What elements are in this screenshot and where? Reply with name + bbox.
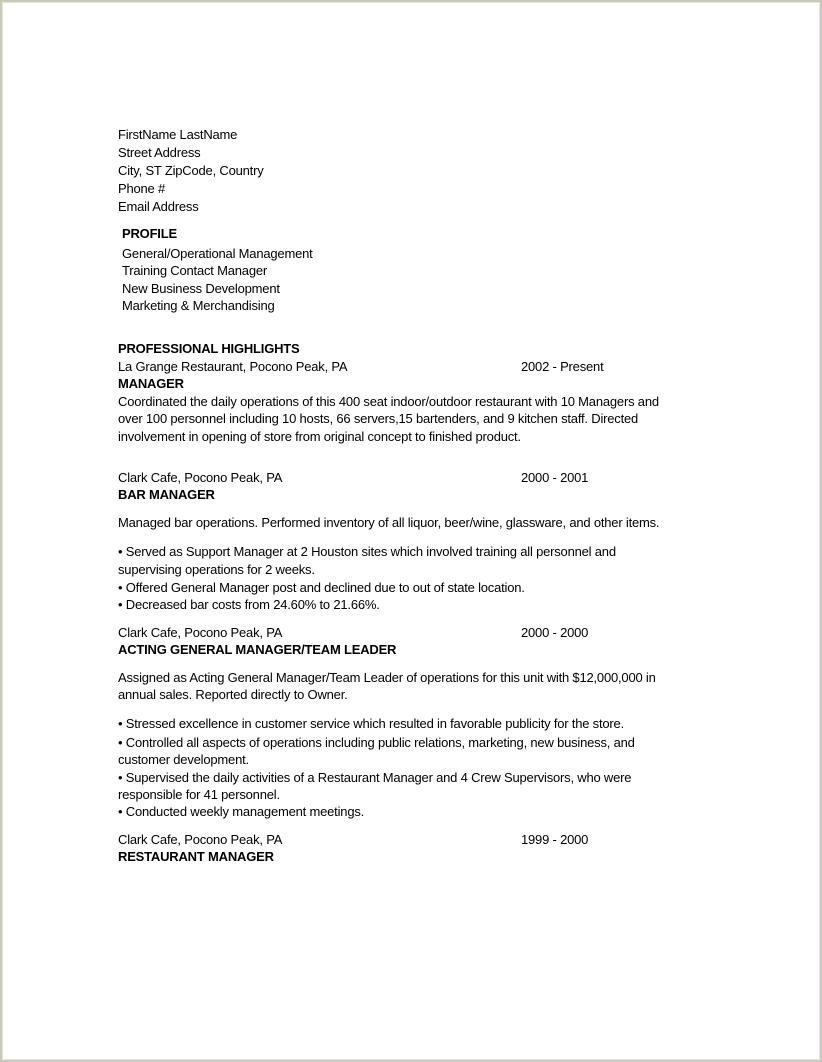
profile-item: Training Contact Manager xyxy=(122,263,268,278)
job-bullet-line: • Stressed excellence in customer service which resulted in favorable publicity for the store. xyxy=(118,716,624,731)
job-dates: 2002 - Present xyxy=(521,359,604,374)
profile-item: Marketing & Merchandising xyxy=(122,298,275,313)
contact-email: Email Address xyxy=(118,199,199,214)
job-bullet-line: • Served as Support Manager at 2 Houston sites which involved training all personnel and xyxy=(118,544,616,559)
job-description-line: Coordinated the daily operations of this 400 seat indoor/outdoor restaurant with 10 Managers and xyxy=(118,394,659,409)
job-bullet-line: supervising operations for 2 weeks. xyxy=(118,562,315,577)
highlights-heading: PROFESSIONAL HIGHLIGHTS xyxy=(118,341,300,356)
job-employer: La Grange Restaurant, Pocono Peak, PA xyxy=(118,359,348,374)
job-dates: 2000 - 2001 xyxy=(521,470,589,485)
contact-street: Street Address xyxy=(118,145,201,160)
profile-item: General/Operational Management xyxy=(122,246,313,261)
job-bullet-line: • Controlled all aspects of operations including public relations, marketing, new business, and xyxy=(118,735,635,750)
job-dates: 2000 - 2000 xyxy=(521,625,589,640)
job-bullet-line: • Supervised the daily activities of a Restaurant Manager and 4 Crew Supervisors, who were xyxy=(118,770,632,785)
job-bullet-line: responsible for 41 personnel. xyxy=(118,787,280,802)
profile-item: New Business Development xyxy=(122,281,280,296)
job-title: RESTAURANT MANAGER xyxy=(118,849,274,864)
job-title: BAR MANAGER xyxy=(118,487,215,502)
job-employer: Clark Cafe, Pocono Peak, PA xyxy=(118,832,283,847)
job-bullet-line: customer development. xyxy=(118,752,249,767)
job-dates: 1999 - 2000 xyxy=(521,832,589,847)
job-bullet-line: • Offered General Manager post and declined due to out of state location. xyxy=(118,580,525,595)
job-employer: Clark Cafe, Pocono Peak, PA xyxy=(118,625,283,640)
contact-name: FirstName LastName xyxy=(118,127,238,142)
job-description-line: over 100 personnel including 10 hosts, 66 servers,15 bartenders, and 9 kitchen staff. Directed xyxy=(118,411,639,426)
job-title: ACTING GENERAL MANAGER/TEAM LEADER xyxy=(118,642,397,657)
contact-phone: Phone # xyxy=(118,181,166,196)
job-summary-line: annual sales. Reported directly to Owner. xyxy=(118,687,348,702)
job-bullet-line: • Conducted weekly management meetings. xyxy=(118,804,365,819)
job-summary-line: Assigned as Acting General Manager/Team Leader of operations for this unit with $12,000,000 in xyxy=(118,670,656,685)
job-employer: Clark Cafe, Pocono Peak, PA xyxy=(118,470,283,485)
job-description-line: involvement in opening of store from original concept to finished product. xyxy=(118,429,521,444)
job-summary: Managed bar operations. Performed inventory of all liquor, beer/wine, glassware, and other items. xyxy=(118,515,660,530)
contact-city: City, ST ZipCode, Country xyxy=(118,163,264,178)
profile-heading: PROFILE xyxy=(122,226,177,241)
job-title: MANAGER xyxy=(118,376,184,391)
job-bullet-line: • Decreased bar costs from 24.60% to 21.66%. xyxy=(118,597,380,612)
